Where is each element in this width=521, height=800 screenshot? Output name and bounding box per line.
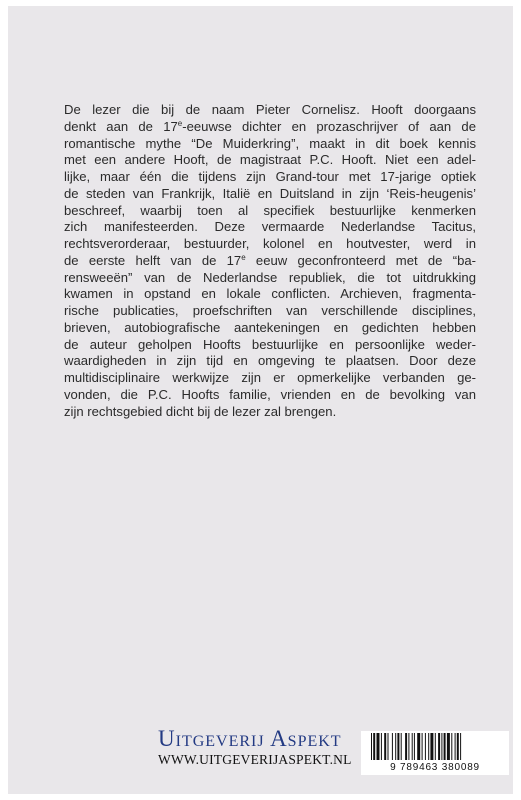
blurb-text [64,102,476,420]
blurb-line: kwamen in opstand en lokale conflicten. Archieven, fragmenta- [64,286,476,302]
blurb-line: de steden van Frankrijk, Italië en Duitsland in zijn ‘Reis-heugenis’ [64,185,476,201]
blurb-line: rechtsverorderaar, bestuurder, kolonel en houtvester, werd in [64,236,476,251]
blurb-line: multidisciplinaire werkwijze zijn er opmerkelijke verbanden ge- [64,370,476,385]
publisher-name: Uitgeverij Aspekt [158,726,342,751]
blurb-line: lijke, maar één die tijdens zijn Grand-tour met 17-jarige optiek [64,169,476,184]
blurb-line: zich manifesteerden. Deze vermaarde Nederlandse Tacitus, [64,219,476,235]
blurb-line: brieven, autobiografische aantekeningen en gedichten hebben [64,319,476,335]
blurb-line: waardigheden in zijn tijd en omgeving te plaatsen. Door deze [64,353,476,369]
blurb-line: de eerste helft van de 17e eeuw geconfronteerd met de “ba- [64,252,476,268]
blurb-line: romantische mythe “De Muiderkring”, maakt in dit boek kennis [64,135,476,151]
isbn-barcode [361,731,509,775]
blurb-line: De lezer die bij de naam Pieter Cornelisz. Hooft doorgaans [64,102,476,117]
isbn-number: 9 789463 380089 [390,762,480,773]
publisher-website: WWW.UITGEVERIJASPEKT.NL [158,752,352,767]
blurb-line: denkt aan de 17e-eeuwse dichter en prozaschrijver of aan de [64,118,477,134]
blurb-line: de auteur geholpen Hoofts bestuurlijke en persoonlijke weder- [64,336,476,352]
blurb-line: zijn rechtsgebied dicht bij de lezer zal brengen. [64,403,337,419]
blurb-line: vonden, die P.C. Hoofts familie, vrienden en de bevolking van [64,386,476,402]
back-cover [8,6,513,794]
blurb-line: rische publicaties, proefschriften van verschillende disciplines, [64,303,476,318]
blurb-line: rensweeën” van de Nederlandse republiek, die tot uitdrukking [64,269,476,285]
blurb-line: beschreef, waarbij toen al specifiek bestuurlijke kenmerken [64,202,476,218]
blurb-line: met een andere Hooft, de magistraat P.C. Hooft. Niet een adel- [64,152,476,168]
barcode-bars-icon [369,733,501,763]
